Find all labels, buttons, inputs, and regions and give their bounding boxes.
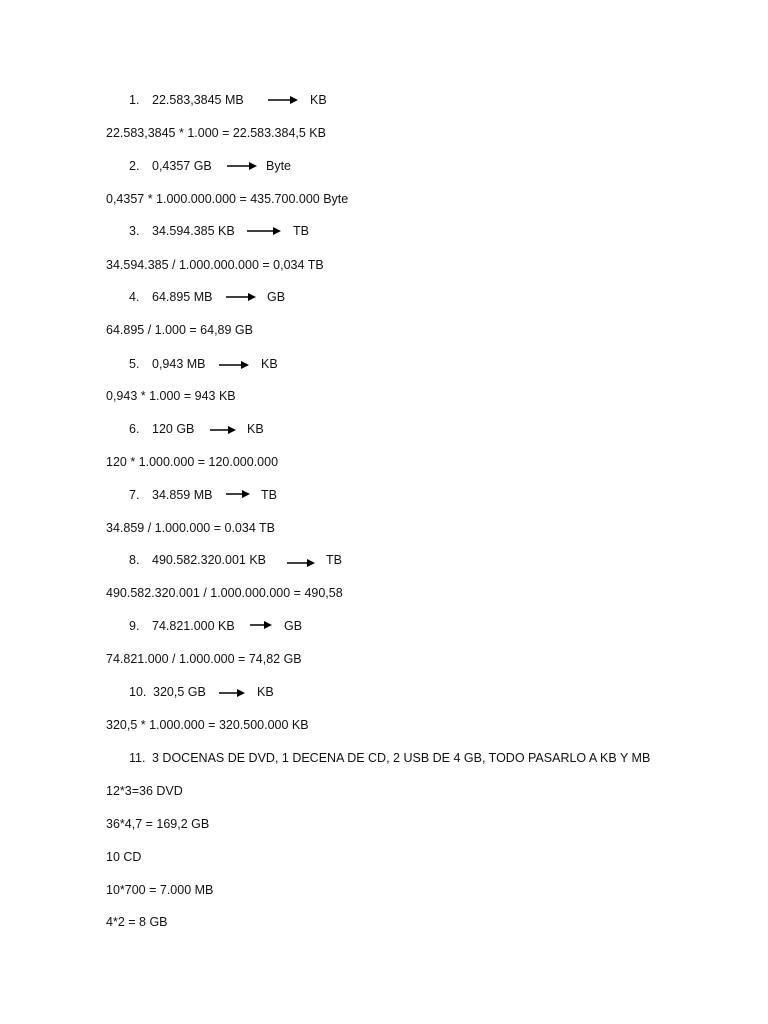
item-3-number: 3. (129, 224, 140, 238)
item-9-calc: 74.821.000 / 1.000.000 = 74,82 GB (106, 652, 302, 666)
item-4-calc: 64.895 / 1.000 = 64,89 GB (106, 323, 253, 337)
item-2-to: Byte (266, 159, 292, 173)
item-11-text: 3 DOCENAS DE DVD, 1 DECENA DE CD, 2 USB DE 4 GB, TODO PASARLO A KB Y MB (152, 751, 651, 765)
item-6-to: KB (247, 422, 264, 436)
extra-line: 12*3=36 DVD (106, 784, 183, 798)
item-10-calc: 320,5 * 1.000.000 = 320.500.000 KB (106, 718, 309, 732)
item-4-from: 64.895 MB (152, 290, 213, 304)
item-10-from: 320,5 GB (153, 685, 206, 699)
item-8-to: TB (326, 553, 342, 567)
arrow-icon (219, 360, 249, 370)
item-5-to: KB (261, 357, 278, 371)
item-6-from: 120 GB (152, 422, 195, 436)
item-1-calc: 22.583,3845 * 1.000 = 22.583.384,5 KB (106, 126, 326, 140)
item-3-from: 34.594.385 KB (152, 224, 235, 238)
arrow-icon (227, 161, 257, 171)
extra-line: 10*700 = 7.000 MB (106, 883, 214, 897)
item-9-to: GB (284, 619, 303, 633)
item-8-from: 490.582.320.001 KB (152, 553, 266, 567)
arrow-icon (219, 688, 249, 698)
item-8-calc: 490.582.320.001 / 1.000.000.000 = 490,58 (106, 586, 343, 600)
extra-line: 36*4,7 = 169,2 GB (106, 817, 210, 831)
item-5-from: 0,943 MB (152, 357, 206, 371)
item-7-to: TB (261, 488, 277, 502)
item-7-from: 34.859 MB (152, 488, 213, 502)
item-10-number: 10. (129, 685, 147, 699)
item-4-to: GB (267, 290, 286, 304)
item-6-number: 6. (129, 422, 140, 436)
arrow-icon (287, 558, 317, 568)
item-2-calc: 0,4357 * 1.000.000.000 = 435.700.000 Byte (106, 192, 349, 206)
item-6-calc: 120 * 1.000.000 = 120.000.000 (106, 455, 279, 469)
item-9-number: 9. (129, 619, 140, 633)
item-5-calc: 0,943 * 1.000 = 943 KB (106, 389, 236, 403)
item-7-calc: 34.859 / 1.000.000 = 0.034 TB (106, 521, 276, 535)
arrow-icon (226, 292, 256, 302)
item-2-number: 2. (129, 159, 140, 173)
arrow-icon (210, 425, 240, 435)
extra-line: 10 CD (106, 850, 142, 864)
arrow-icon (226, 489, 256, 499)
arrow-icon (247, 226, 277, 236)
item-1-number: 1. (129, 93, 140, 107)
item-8-number: 8. (129, 553, 140, 567)
item-9-from: 74.821.000 KB (152, 619, 235, 633)
arrow-icon (268, 95, 298, 105)
item-3-calc: 34.594.385 / 1.000.000.000 = 0,034 TB (106, 258, 324, 272)
item-3-to: TB (293, 224, 309, 238)
extra-line: 4*2 = 8 GB (106, 915, 168, 929)
item-4-number: 4. (129, 290, 140, 304)
item-11-number: 11. (129, 751, 146, 765)
item-2-from: 0,4357 GB (152, 159, 212, 173)
item-10-to: KB (257, 685, 274, 699)
arrow-icon (250, 620, 280, 630)
item-7-number: 7. (129, 488, 140, 502)
item-5-number: 5. (129, 357, 140, 371)
item-1-to: KB (310, 93, 327, 107)
item-1-from: 22.583,3845 MB (152, 93, 244, 107)
